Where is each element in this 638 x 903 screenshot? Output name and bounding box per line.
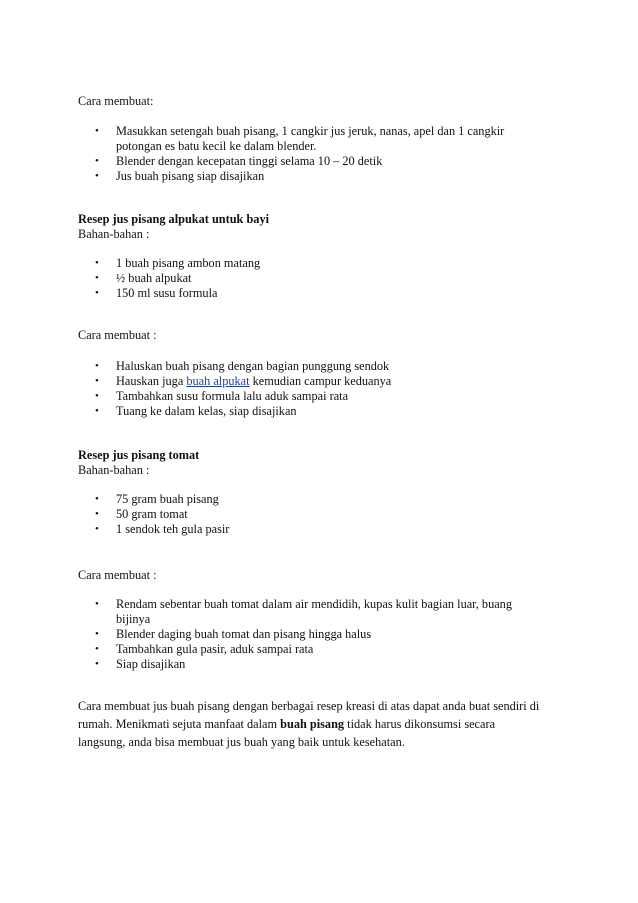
list-item xyxy=(78,374,568,389)
closing-text: tidak harus dikonsumsi secara xyxy=(347,717,496,731)
closing-bold-text: buah pisang xyxy=(280,717,345,731)
closing-paragraph xyxy=(78,697,568,751)
step-text: Rendam sebentar buah tomat dalam air mendidih, kupas kulit bagian luar, buang xyxy=(116,597,512,611)
section2-steps-list xyxy=(78,359,568,419)
bullet-icon: • xyxy=(95,628,99,640)
step-text: Blender dengan kecepatan tinggi selama 10 – 20 detik xyxy=(116,154,383,168)
step-text: Tuang ke dalam kelas, siap disajikan xyxy=(116,404,297,418)
step-text: Blender daging buah tomat dan pisang hingga halus xyxy=(116,627,372,641)
ingredient-text: 150 ml susu formula xyxy=(116,286,218,300)
bullet-icon: • xyxy=(95,170,99,182)
bullet-icon: • xyxy=(95,643,99,655)
step-text: Hauskan juga xyxy=(116,374,184,388)
bullet-icon: • xyxy=(95,405,99,417)
ingredient-text: 1 buah pisang ambon matang xyxy=(116,256,261,270)
section3-steps-list xyxy=(78,597,568,672)
cara-membuat-label: Cara membuat : xyxy=(78,328,157,342)
section2-cara-label-block xyxy=(78,328,568,343)
step-text: Masukkan setengah buah pisang, 1 cangkir jus jeruk, nanas, apel dan 1 cangkir xyxy=(116,124,505,138)
bullet-icon: • xyxy=(95,658,99,670)
recipe-title: Resep jus pisang alpukat untuk bayi xyxy=(78,212,270,226)
step-text-continued: bijinya xyxy=(116,612,151,626)
section2-ingredients-list xyxy=(78,256,568,301)
bullet-icon: • xyxy=(95,287,99,299)
bullet-icon: • xyxy=(95,523,99,535)
step-text: Siap disajikan xyxy=(116,657,186,671)
list-item xyxy=(78,154,568,169)
bullet-icon: • xyxy=(95,155,99,167)
step-text: Tambahkan susu formula lalu aduk sampai rata xyxy=(116,389,349,403)
list-item xyxy=(78,271,568,286)
bullet-icon: • xyxy=(95,493,99,505)
list-item xyxy=(78,389,568,404)
list-item xyxy=(78,256,568,271)
section3-cara-label-block xyxy=(78,568,568,583)
bullet-icon: • xyxy=(95,257,99,269)
list-item xyxy=(78,359,568,374)
bullet-icon: • xyxy=(95,125,99,137)
list-item xyxy=(78,657,568,672)
ingredient-text: 75 gram buah pisang xyxy=(116,492,219,506)
closing-line-3: langsung, anda bisa membuat jus buah yang baik untuk kesehatan. xyxy=(78,735,405,749)
bullet-icon: • xyxy=(95,598,99,610)
list-item xyxy=(78,124,568,154)
bullet-icon: • xyxy=(95,360,99,372)
list-item xyxy=(78,627,568,642)
section1-steps-list xyxy=(78,124,568,184)
step-text: Tambahkan gula pasir, aduk sampai rata xyxy=(116,642,314,656)
list-item xyxy=(78,522,568,537)
section2-header xyxy=(78,212,568,242)
step-text: Jus buah pisang siap disajikan xyxy=(116,169,265,183)
bullet-icon: • xyxy=(95,272,99,284)
bahan-label: Bahan-bahan : xyxy=(78,227,150,241)
cara-membuat-label: Cara membuat: xyxy=(78,94,154,108)
bullet-icon: • xyxy=(95,508,99,520)
ingredient-text: ½ buah alpukat xyxy=(116,271,192,285)
list-item xyxy=(78,507,568,522)
recipe-title: Resep jus pisang tomat xyxy=(78,448,200,462)
closing-text: rumah. Menikmati sejuta manfaat dalam xyxy=(78,717,278,731)
list-item xyxy=(78,286,568,301)
buah-alpukat-link[interactable]: buah alpukat xyxy=(186,374,250,388)
cara-membuat-label: Cara membuat : xyxy=(78,568,157,582)
step-text: Haluskan buah pisang dengan bagian punggung sendok xyxy=(116,359,390,373)
section1-cara-label-block xyxy=(78,94,568,109)
bullet-icon: • xyxy=(95,375,99,387)
closing-line-2 xyxy=(78,715,568,733)
list-item xyxy=(78,169,568,184)
list-item xyxy=(78,642,568,657)
ingredient-text: 1 sendok teh gula pasir xyxy=(116,522,230,536)
bahan-label: Bahan-bahan : xyxy=(78,463,150,477)
step-text-continued: kemudian campur keduanya xyxy=(252,374,392,388)
ingredient-text: 50 gram tomat xyxy=(116,507,188,521)
list-item xyxy=(78,492,568,507)
bullet-icon: • xyxy=(95,390,99,402)
step-text-continued: potongan es batu kecil ke dalam blender. xyxy=(116,139,317,153)
list-item xyxy=(78,404,568,419)
section3-ingredients-list xyxy=(78,492,568,537)
closing-line-1: Cara membuat jus buah pisang dengan berbagai resep kreasi di atas dapat anda buat sendiri di xyxy=(78,699,540,713)
section3-header xyxy=(78,448,568,478)
list-item xyxy=(78,597,568,627)
